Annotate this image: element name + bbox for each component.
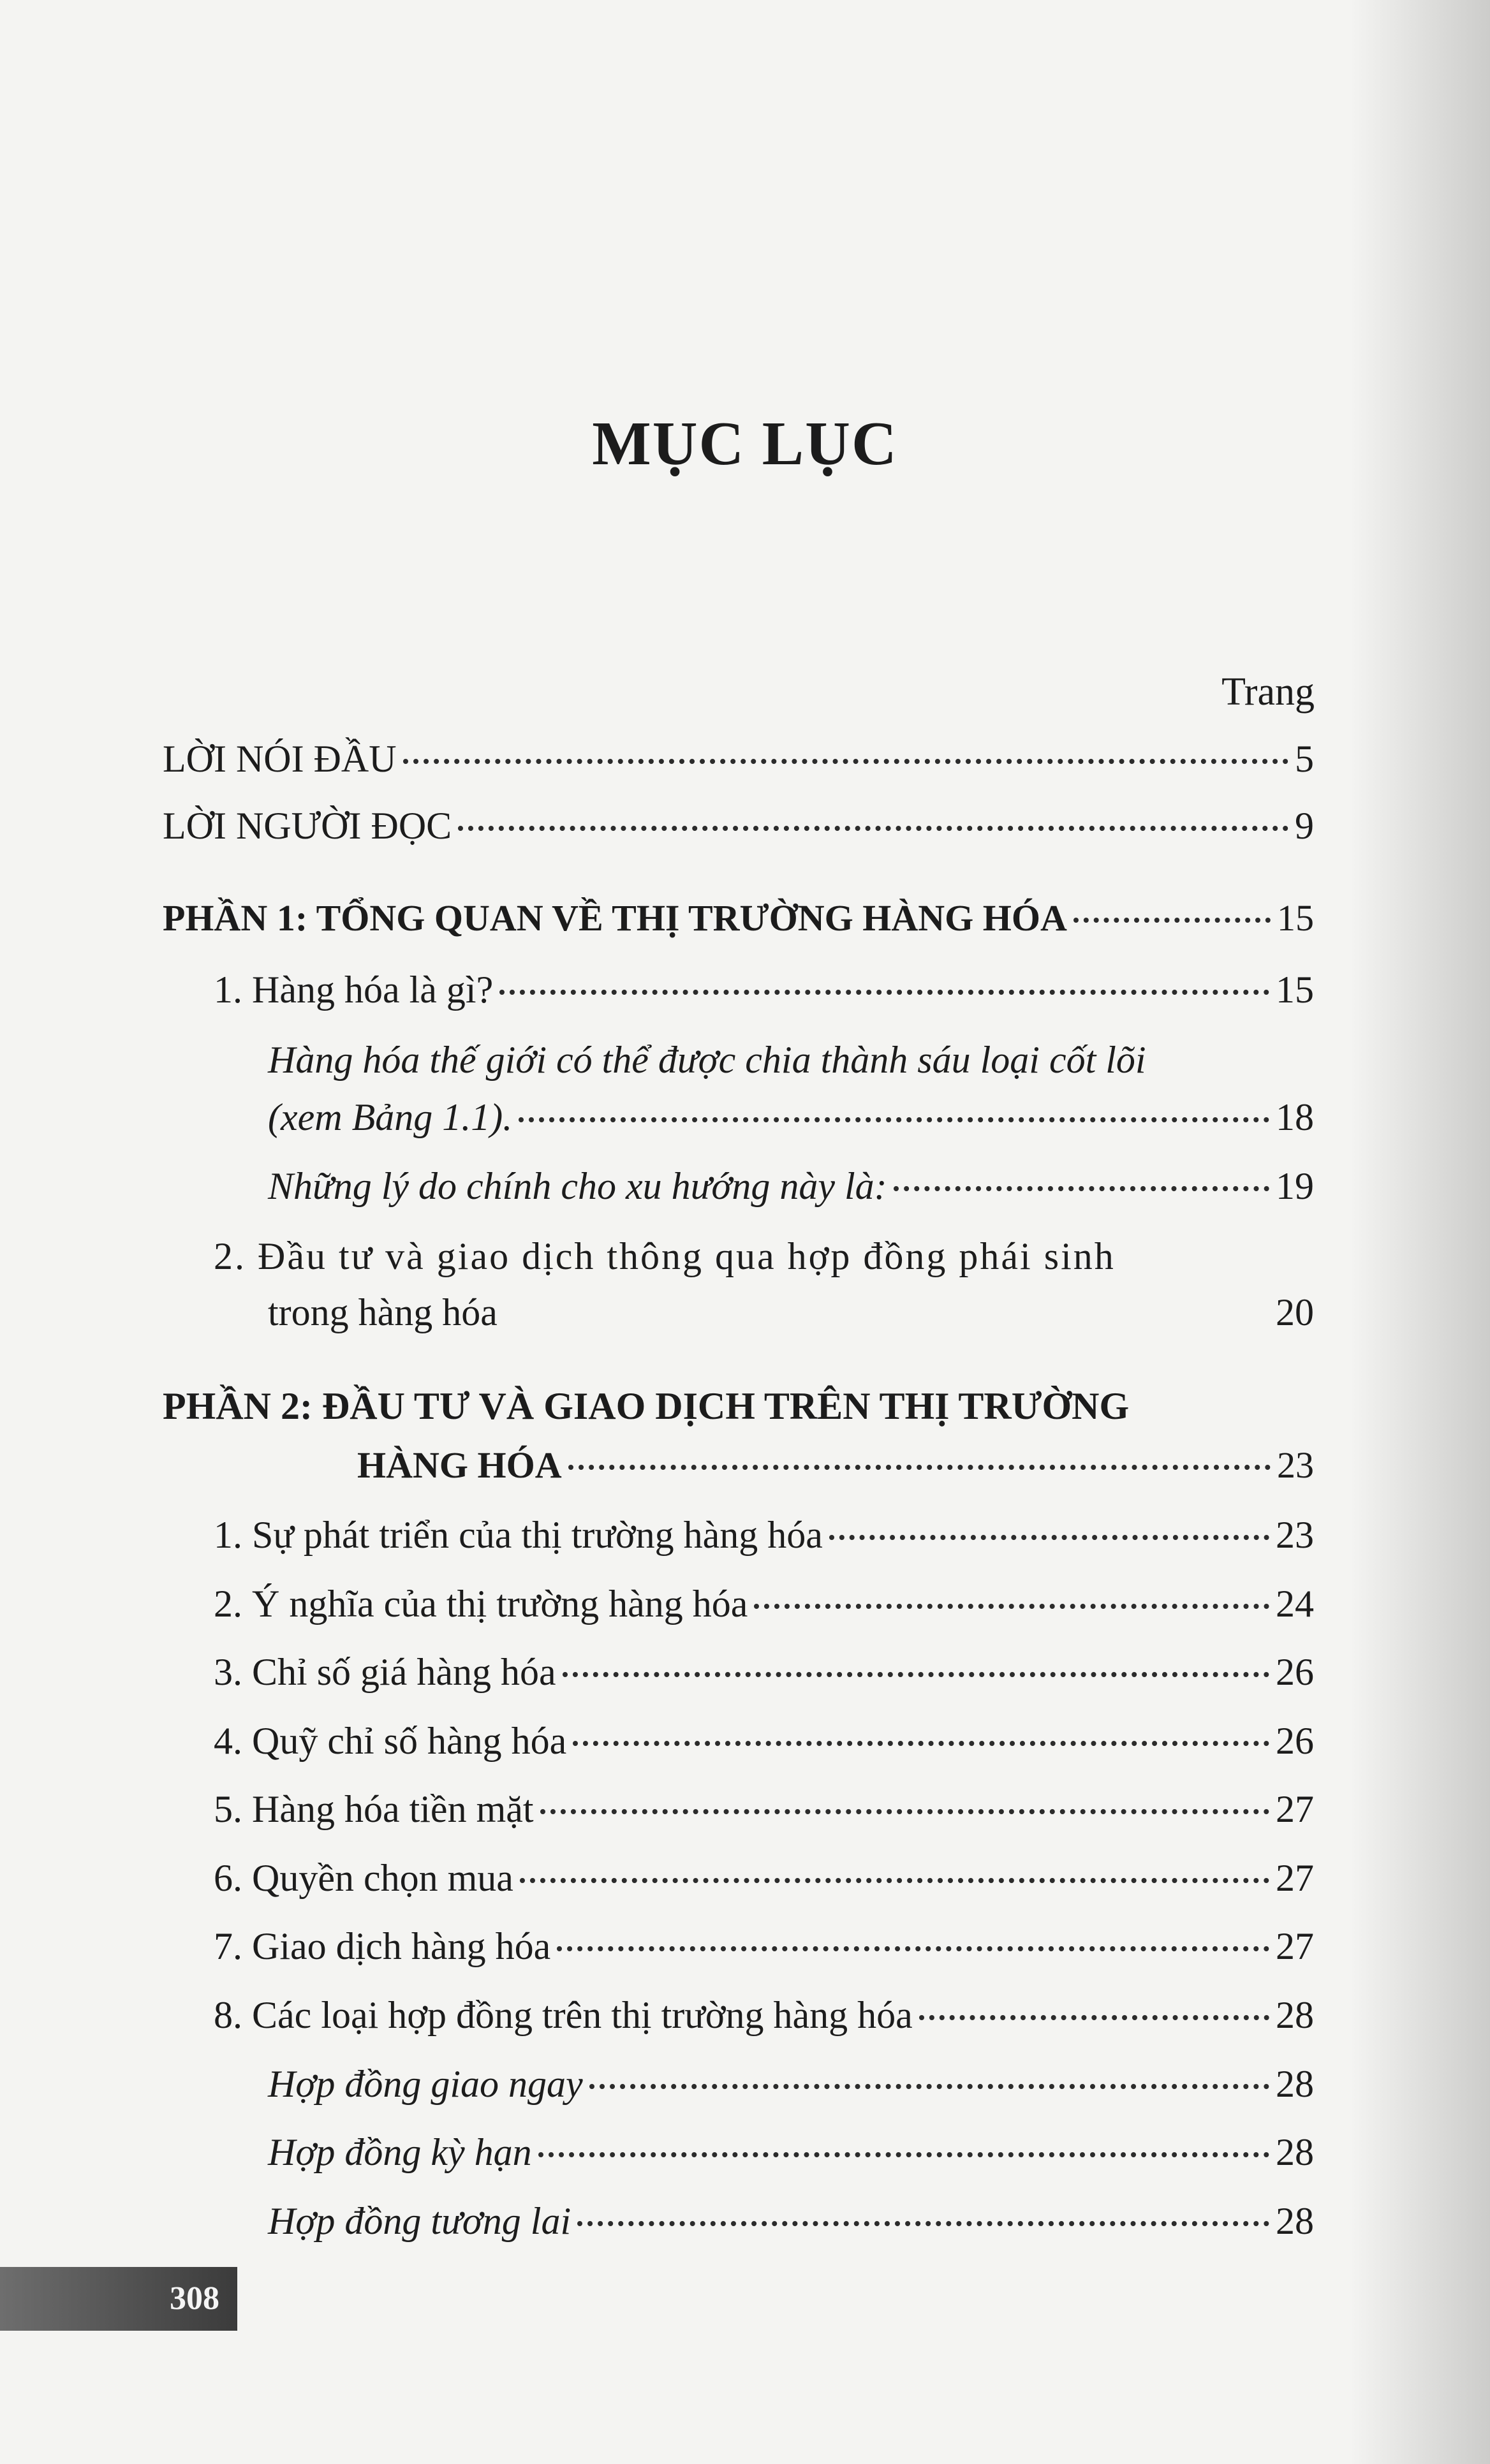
leader-dots [538, 2152, 1269, 2157]
toc-entry-page: 27 [1276, 1857, 1314, 1899]
toc-entry-2-8-a[interactable] [268, 2058, 1314, 2109]
toc-entry-label: Hợp đồng tương lai [268, 2200, 572, 2242]
toc-entry-label: HÀNG HÓA [357, 1444, 562, 1486]
leader-dots [563, 1672, 1269, 1677]
leader-dots [540, 1809, 1269, 1814]
toc-entry-2-1[interactable] [214, 1509, 1314, 1560]
toc-entry-2-6[interactable] [214, 1852, 1314, 1903]
toc-entry-label: PHẦN 1: TỔNG QUAN VỀ THỊ TRƯỜNG HÀNG HÓA [163, 897, 1067, 939]
toc-entry-label: trong hàng hóa [268, 1291, 498, 1333]
toc-entry-label: 2. Ý nghĩa của thị trường hàng hóa [214, 1583, 748, 1625]
toc-entry-label-line1: 2. Đầu tư và giao dịch thông qua hợp đồng phái sinh [214, 1235, 1116, 1277]
toc-entry-label: (xem Bảng 1.1). [268, 1096, 513, 1138]
toc-entry-reader-note[interactable] [163, 800, 1314, 851]
leader-dots [589, 2084, 1269, 2089]
toc-entry-page: 23 [1276, 1514, 1314, 1556]
toc-part-2-line1: PHẦN 2: ĐẦU TƯ VÀ GIAO DỊCH TRÊN THỊ TRƯỜNG [163, 1385, 1130, 1427]
leader-dots [519, 1117, 1269, 1122]
toc-entry-2-3[interactable] [214, 1646, 1314, 1698]
toc-entry-page: 18 [1276, 1096, 1314, 1138]
toc-entry-page: 20 [1276, 1291, 1314, 1333]
toc-entry-2-8[interactable] [214, 1990, 1314, 2041]
toc-entry-label: 5. Hàng hóa tiền mặt [214, 1788, 534, 1830]
leader-dots [829, 1535, 1269, 1540]
toc-entry-label: Hợp đồng kỳ hạn [268, 2131, 532, 2173]
leader-dots [568, 1465, 1271, 1470]
leader-dots [577, 2221, 1269, 2226]
toc-entry-page: 15 [1277, 897, 1314, 939]
toc-entry-1-1-a[interactable] [268, 1092, 1314, 1143]
toc-entry-page: 26 [1276, 1651, 1314, 1693]
toc-entry-2-4[interactable] [214, 1715, 1314, 1766]
toc-entry-page: 27 [1276, 1925, 1314, 1967]
toc-entry-label: 8. Các loại hợp đồng trên thị trường hàng hóa [214, 1994, 913, 2036]
leader-dots [499, 990, 1269, 995]
toc-entry-label: 3. Chỉ số giá hàng hóa [214, 1651, 556, 1693]
toc-entry-page: 9 [1295, 805, 1314, 847]
toc-entry-page: 28 [1276, 2200, 1314, 2242]
leader-dots [1073, 918, 1271, 923]
toc-entry-page: 26 [1276, 1720, 1314, 1762]
toc-part-2[interactable] [357, 1440, 1314, 1491]
leader-dots [520, 1878, 1269, 1883]
toc-entry-2-8-c[interactable] [268, 2196, 1314, 2247]
toc-entry-label: 1. Sự phát triển của thị trường hàng hóa [214, 1514, 823, 1556]
page-title: MỤC LỤC [592, 409, 898, 478]
toc-entry-label: LỜI NGƯỜI ĐỌC [163, 805, 452, 847]
toc-entry-foreword[interactable] [163, 733, 1314, 784]
toc-entry-label: LỜI NÓI ĐẦU [163, 738, 397, 780]
leader-dots [403, 759, 1288, 764]
toc-entry-1-1[interactable] [214, 964, 1314, 1015]
leader-dots [557, 1946, 1269, 1951]
toc-entry-page: 28 [1276, 2131, 1314, 2173]
toc-entry-2-7[interactable] [214, 1921, 1314, 1972]
leader-dots [573, 1741, 1269, 1746]
toc-entry-page: 28 [1276, 1994, 1314, 2036]
page-number: 308 [170, 2280, 219, 2317]
toc-entry-page: 5 [1295, 738, 1314, 780]
toc-entry-label: Những lý do chính cho xu hướng này là: [268, 1165, 887, 1207]
page-edge-shadow [1350, 0, 1490, 2464]
leader-dots [919, 2015, 1269, 2020]
toc-part-1[interactable] [163, 893, 1314, 944]
toc-entry-label: 7. Giao dịch hàng hóa [214, 1925, 551, 1967]
toc-entry-label: 6. Quyền chọn mua [214, 1857, 513, 1899]
page-column-label: Trang [1221, 670, 1315, 714]
toc-entry-2-8-b[interactable] [268, 2127, 1314, 2178]
toc-entry-page: 19 [1276, 1165, 1314, 1207]
toc-entry-label-line1: Hàng hóa thế giới có thể được chia thành sáu loại cốt lõi [268, 1039, 1146, 1081]
toc-entry-page: 15 [1276, 969, 1314, 1011]
toc-entry-2-5[interactable] [214, 1784, 1314, 1835]
toc-entry-page: 28 [1276, 2063, 1314, 2105]
leader-dots [458, 826, 1288, 831]
leader-dots [504, 1312, 1269, 1317]
leader-dots [754, 1604, 1269, 1609]
toc-entry-page: 27 [1276, 1788, 1314, 1830]
toc-entry-1-1-b[interactable] [268, 1161, 1314, 1212]
toc-entry-label: Hợp đồng giao ngay [268, 2063, 583, 2105]
leader-dots [894, 1186, 1269, 1191]
toc-entry-page: 23 [1277, 1444, 1314, 1486]
toc-entry-label: 4. Quỹ chỉ số hàng hóa [214, 1720, 567, 1762]
toc-entry-1-2[interactable] [268, 1287, 1314, 1338]
toc-entry-page: 24 [1276, 1583, 1314, 1625]
toc-entry-label: 1. Hàng hóa là gì? [214, 969, 494, 1011]
toc-entry-2-2[interactable] [214, 1578, 1314, 1629]
